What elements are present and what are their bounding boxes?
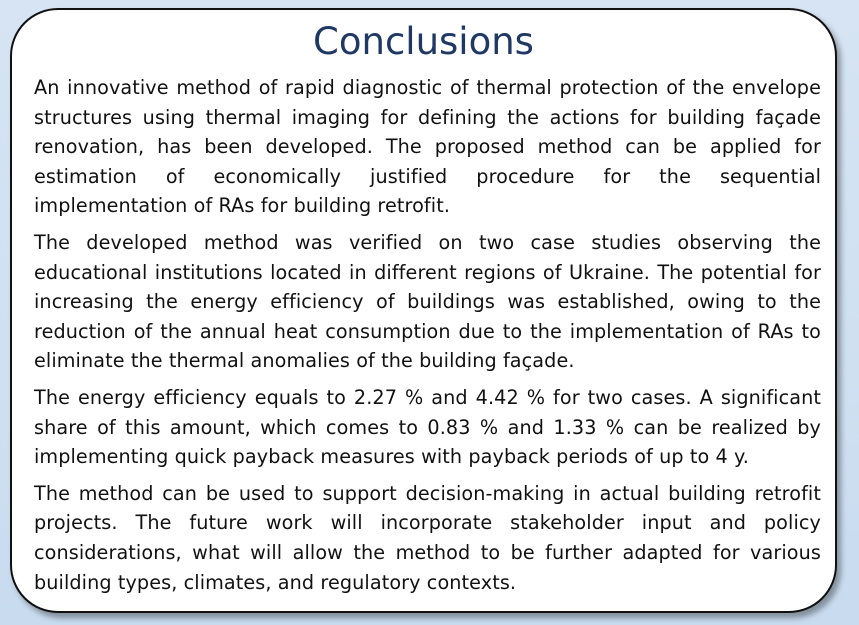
slide-title: Conclusions <box>313 20 534 63</box>
conclusions-body <box>34 73 821 604</box>
conclusion-paragraph-4: The method can be used to support decision-making in actual building retrofit projects. The future work will incorporate stakeholder input and policy considerations, what will allow the method to be further adapted for various building types, climates, and regulatory contexts. <box>34 481 821 594</box>
conclusion-paragraph-1: An innovative method of rapid diagnostic of thermal protection of the envelope structures using thermal imaging for defining the actions for building façade renovation, has been developed. The proposed method can be applied for estimation of economically justified procedure for the sequential implementation of RAs for building retrofit. <box>34 76 821 218</box>
conclusion-paragraph-2: The developed method was verified on two case studies observing the educational institutions located in different regions of Ukraine. The potential for increasing the energy efficiency of buildings was established, owing to the reduction of the annual heat consumption due to the implementation of RAs to eliminate the thermal anomalies of the building façade. <box>34 230 821 373</box>
conclusion-paragraph-3: The energy efficiency equals to 2.27 % and 4.42 % for two cases. A significant share of this amount, which comes to 0.83 % and 1.33 % can be realized by implementing quick payback measures with payback periods of up to 4 y. <box>34 385 821 469</box>
conclusions-card <box>10 8 837 613</box>
